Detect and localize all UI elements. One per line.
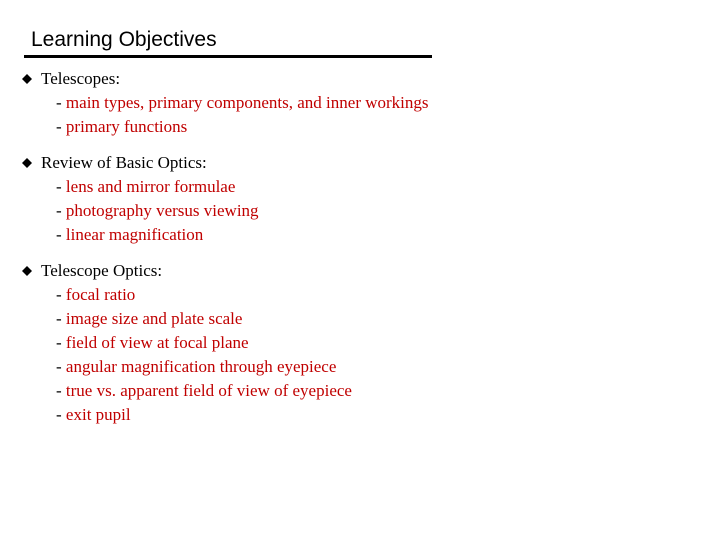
diamond-bullet-icon	[22, 158, 32, 168]
item-prefix: -	[56, 333, 62, 352]
item-prefix: -	[56, 285, 62, 304]
item-prefix: -	[56, 117, 62, 136]
item-text: photography versus viewing	[65, 201, 259, 220]
list-item	[56, 331, 352, 355]
item-text: exit pupil	[65, 405, 131, 424]
diamond-bullet-icon	[22, 74, 32, 84]
item-prefix: -	[56, 309, 62, 328]
section-items	[56, 283, 352, 427]
item-prefix: -	[56, 177, 62, 196]
item-text: field of view at focal plane	[65, 333, 249, 352]
list-item	[56, 175, 259, 199]
list-item	[56, 91, 429, 115]
item-prefix: -	[56, 381, 62, 400]
list-item	[56, 223, 259, 247]
item-text: true vs. apparent field of view of eyepiece	[65, 381, 352, 400]
item-prefix: -	[56, 225, 62, 244]
slide-title: Learning Objectives	[31, 28, 217, 51]
list-item	[56, 199, 259, 223]
list-item	[56, 355, 352, 379]
item-text: focal ratio	[65, 285, 136, 304]
list-item	[56, 283, 352, 307]
title-underline	[24, 55, 432, 58]
list-item	[56, 307, 352, 331]
item-prefix: -	[56, 405, 62, 424]
list-item	[56, 403, 352, 427]
item-prefix: -	[56, 93, 62, 112]
diamond-bullet-icon	[22, 266, 32, 276]
item-prefix: -	[56, 201, 62, 220]
item-text: primary functions	[65, 117, 188, 136]
section-heading: Telescopes:	[41, 69, 121, 88]
item-text: lens and mirror formulae	[65, 177, 236, 196]
item-text: angular magnification through eyepiece	[65, 357, 337, 376]
section-items	[56, 91, 429, 139]
item-text: image size and plate scale	[65, 309, 243, 328]
item-text: main types, primary components, and inner workings	[65, 93, 429, 112]
section-heading: Telescope Optics:	[41, 261, 163, 280]
item-text: linear magnification	[65, 225, 204, 244]
section-heading: Review of Basic Optics:	[41, 153, 207, 172]
list-item	[56, 379, 352, 403]
item-prefix: -	[56, 357, 62, 376]
section-items	[56, 175, 259, 247]
list-item	[56, 115, 429, 139]
